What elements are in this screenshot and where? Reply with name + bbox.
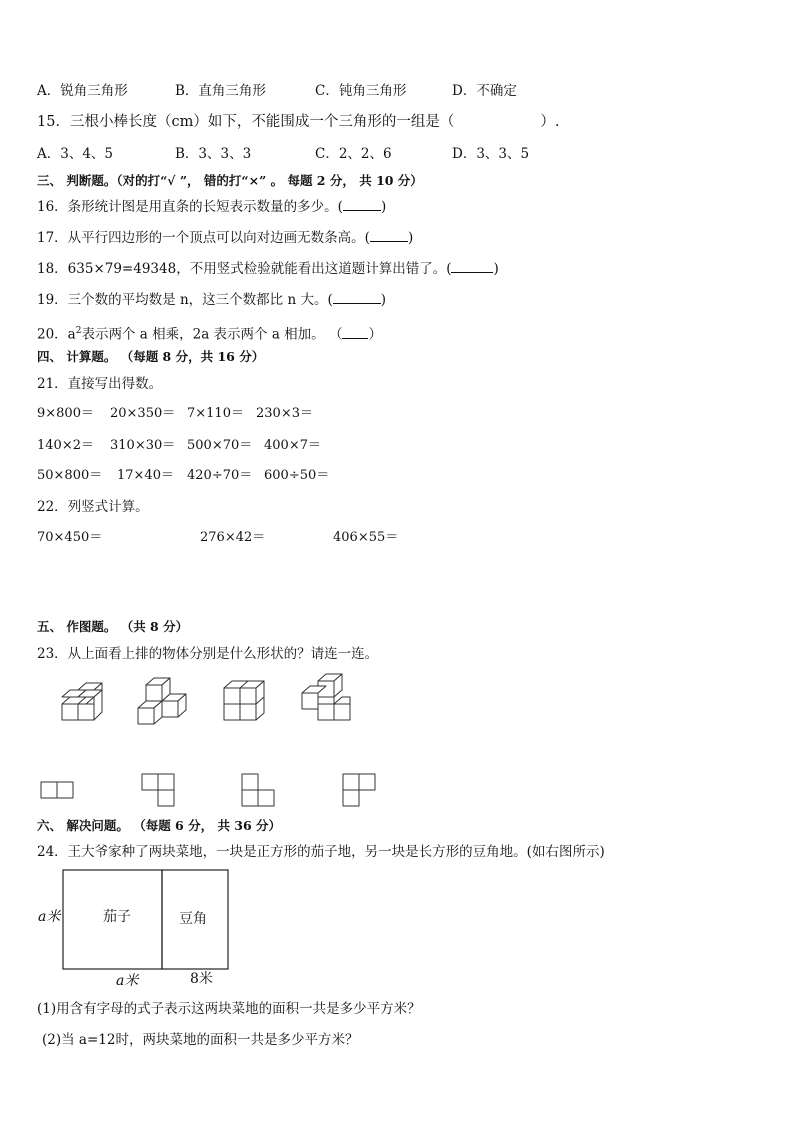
q15-question (37, 113, 559, 131)
q21-item: 310×30＝ (110, 438, 176, 453)
q21-item: 7×110＝ (187, 406, 244, 421)
block-object-1 (62, 683, 102, 720)
q20-question (37, 322, 382, 344)
q19-answer-blank[interactable] (333, 291, 381, 304)
top-view-shape-4 (343, 774, 375, 806)
q14-option-b: B．直角三角形 (175, 83, 266, 99)
q21-item: 17×40＝ (117, 468, 174, 483)
q24-title: 24．王大爷家种了两块菜地，一块是正方形的茄子地，另一块是长方形的豆角地。(如右图所示) (37, 844, 605, 860)
q21-item: 50×800＝ (37, 468, 103, 483)
q17-text: 17．从平行四边形的一个顶点可以向对边画无数条高。( (37, 230, 370, 246)
q15-close: ）. (540, 114, 560, 130)
section-4-heading: 四、 计算题。 （每题 8 分，共 16 分） (37, 349, 265, 364)
top-view-shape-2 (142, 774, 174, 806)
q22-item: 406×55＝ (333, 530, 399, 545)
q17-close: ) (407, 230, 414, 246)
label-bean: 豆角 (179, 911, 207, 927)
q18-question (37, 260, 499, 278)
q24-sub2: (2)当 a=12时，两块菜地的面积一共是多少平方米？ (42, 1032, 359, 1048)
section-3-heading: 三、 判断题。（对的打“√ ”， 错的打“×” 。 每题 2 分， 共 10 分） (37, 173, 423, 188)
q21-item: 500×70＝ (187, 438, 253, 453)
q15-option-a: A．3、4、5 (37, 146, 114, 162)
q16-answer-blank[interactable] (343, 198, 381, 211)
q15-option-b: B．3、3、3 (175, 146, 252, 162)
label-eight: 8米 (190, 971, 213, 987)
q19-close: ) (380, 292, 386, 308)
q18-text: 18．635×79=49348，不用竖式检验就能看出这道题计算出错了。( (37, 261, 452, 277)
q24-sub1: (1)用含有字母的式子表示这两块菜地的面积一共是多少平方米？ (37, 1001, 421, 1017)
q14-option-d: D．不确定 (452, 83, 517, 99)
q16-close: ) (380, 199, 387, 215)
q16-question (37, 198, 386, 216)
q23-title: 23．从上面看上排的物体分别是什么形状的？请连一连。 (37, 646, 379, 662)
q22-title: 22．列竖式计算。 (37, 499, 149, 515)
q15-option-d: D．3、3、5 (452, 146, 530, 162)
section-6-heading: 六、 解决问题。 （每题 6 分， 共 36 分） (37, 818, 282, 833)
q21-item: 600÷50＝ (264, 468, 330, 483)
top-view-shape-1 (41, 782, 73, 798)
label-a-bottom: a米 (116, 973, 139, 989)
q21-item: 400×7＝ (264, 438, 321, 453)
q20-answer-blank[interactable] (342, 326, 368, 339)
top-view-shape-3 (242, 774, 274, 806)
block-object-2 (138, 678, 186, 724)
q21-item: 420÷70＝ (187, 468, 253, 483)
q15-stem: 15．三根小棒长度（cm）如下，不能围成一个三角形的一组是（ (37, 114, 455, 130)
q21-item: 230×3＝ (256, 406, 313, 421)
q19-question (37, 291, 386, 309)
q22-item: 276×42＝ (200, 530, 266, 545)
q21-item: 9×800＝ (37, 406, 94, 421)
q20-close: ） (368, 326, 382, 343)
q18-answer-blank[interactable] (451, 260, 493, 273)
section-5-heading: 五、 作图题。 （共 8 分） (37, 619, 189, 634)
block-object-3 (224, 681, 264, 720)
q21-item: 140×2＝ (37, 438, 94, 453)
q18-close: ) (493, 261, 499, 277)
q21-title: 21．直接写出得数。 (37, 376, 163, 392)
q20-superscript: 2 (75, 326, 82, 336)
q17-question (37, 229, 413, 247)
q21-item: 20×350＝ (110, 406, 176, 421)
q20-pre: 20．a (37, 326, 76, 343)
label-eggplant: 茄子 (103, 909, 131, 925)
q14-option-a: A．锐角三角形 (37, 83, 128, 99)
block-object-4 (302, 674, 350, 720)
q15-option-c: C．2、2、6 (315, 146, 392, 162)
q22-item: 70×450＝ (37, 530, 103, 545)
q16-text: 16．条形统计图是用直条的长短表示数量的多少。( (37, 199, 343, 215)
q20-mid: 表示两个 a 相乘，2a 表示两个 a 相加。 （ (81, 326, 343, 343)
q19-text: 19．三个数的平均数是 n，这三个数都比 n 大。( (37, 292, 333, 308)
label-a-side: a米 (38, 909, 61, 925)
q17-answer-blank[interactable] (370, 229, 408, 242)
q14-option-c: C．钝角三角形 (315, 83, 407, 99)
